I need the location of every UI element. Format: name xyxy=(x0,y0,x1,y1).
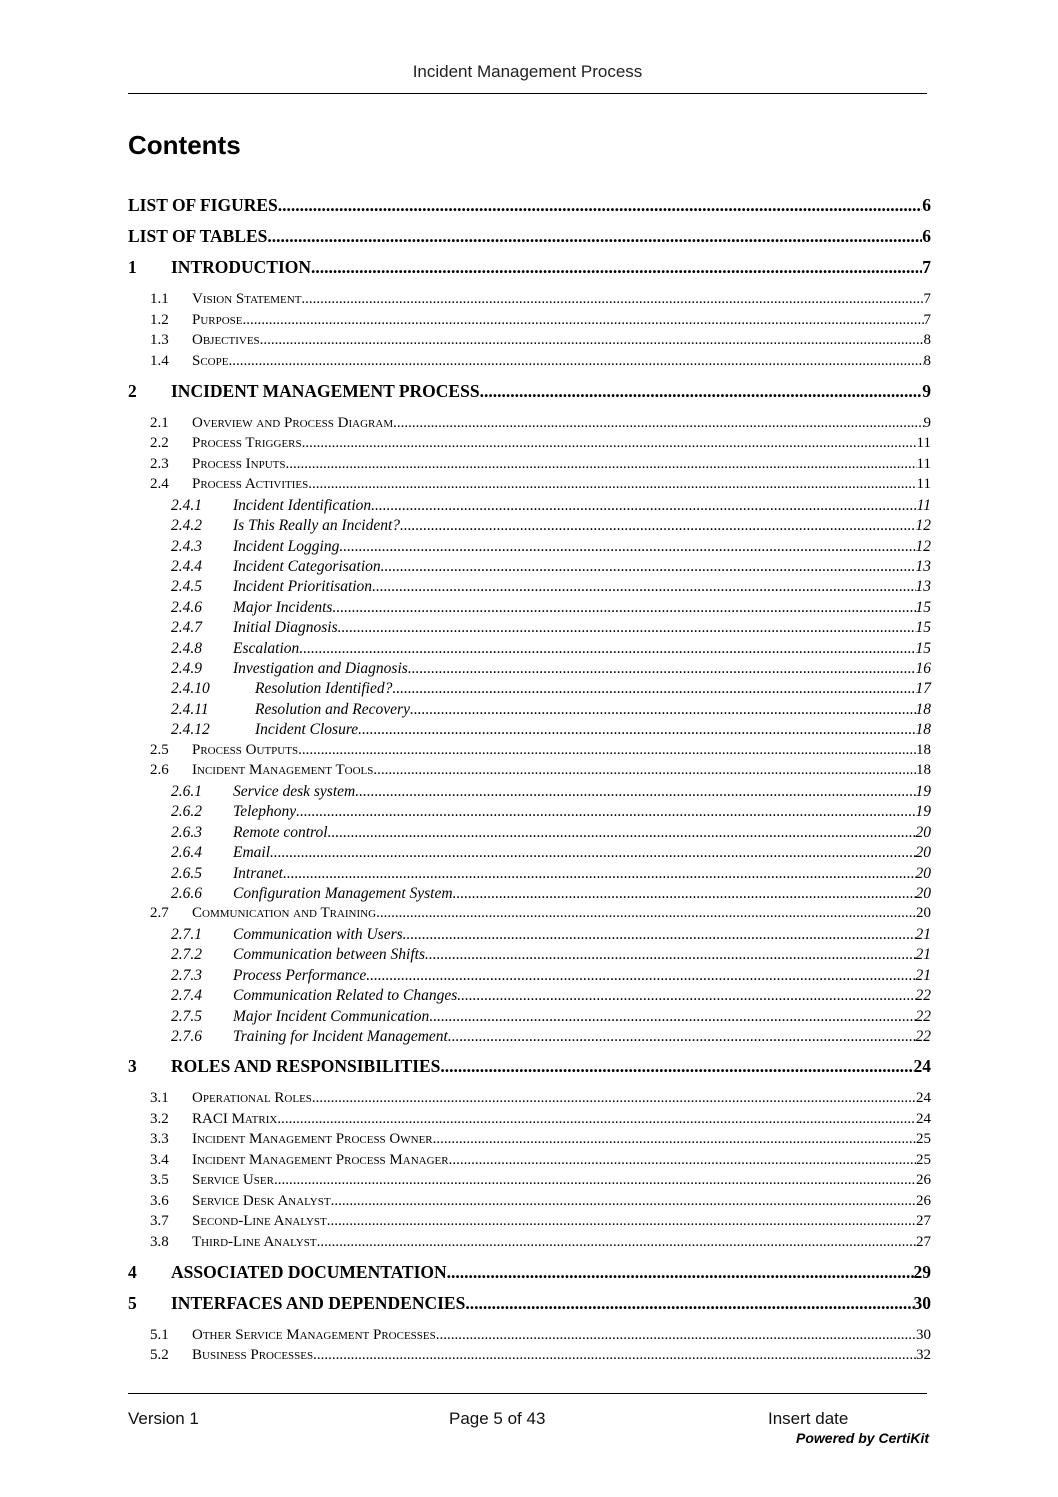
toc-dot-leader xyxy=(260,332,924,349)
toc-entry-title: Communication and Training xyxy=(192,905,377,921)
toc-entry-number: 3.1 xyxy=(150,1090,169,1106)
footer-version: Version 1 xyxy=(128,1409,199,1428)
toc-entry-page: 25 xyxy=(916,1152,931,1168)
toc-entry-5-2[interactable] xyxy=(128,1347,931,1364)
toc-entry-3[interactable] xyxy=(128,1056,931,1077)
toc-entry-title: Resolution Identified? xyxy=(255,680,393,697)
toc-entry-title: Scope xyxy=(192,353,229,369)
toc-entry-page: 15 xyxy=(915,619,931,636)
toc-entry-2-2[interactable] xyxy=(128,435,931,452)
toc-entry-page: 9 xyxy=(922,381,931,401)
toc-entry-page: 11 xyxy=(916,497,931,514)
toc-dot-leader xyxy=(317,1234,916,1251)
toc-entry-title: Operational Roles xyxy=(192,1090,312,1106)
toc-entry-number: 4 xyxy=(128,1262,137,1282)
toc-entry-page: 17 xyxy=(915,680,931,697)
toc-entry-2-1[interactable] xyxy=(128,415,931,432)
toc-entry-number: 3.4 xyxy=(150,1152,169,1168)
toc-dot-leader xyxy=(270,844,915,862)
toc-entry-page: 8 xyxy=(923,332,931,348)
toc-entry-number: 3.5 xyxy=(150,1172,169,1188)
toc-dot-leader xyxy=(366,967,915,985)
toc-entry-number: 2.6 xyxy=(150,762,169,778)
toc-entry-page: 27 xyxy=(916,1213,931,1229)
toc-entry-number: 3.7 xyxy=(150,1213,169,1229)
powered-by-label: Powered by CertiKit xyxy=(796,1430,930,1446)
toc-entry-title: Process Performance xyxy=(233,967,367,984)
toc-entry-number: 2.7.3 xyxy=(171,967,202,984)
toc-entry-title: Escalation xyxy=(233,640,300,657)
toc-entry-number: 1.4 xyxy=(150,353,169,369)
toc-entry-number: 2.2 xyxy=(150,435,169,451)
toc-entry-title: INCIDENT MANAGEMENT PROCESS xyxy=(171,381,480,401)
toc-entry-title: Second-Line Analyst xyxy=(192,1213,327,1229)
toc-entry-number: 2.4.9 xyxy=(171,660,202,677)
toc-entry-number: 2.4.5 xyxy=(171,578,202,595)
toc-entry-title: Incident Categorisation xyxy=(233,558,381,575)
toc-entry-number: 2.6.3 xyxy=(171,824,202,841)
toc-entry-number: 2.4.8 xyxy=(171,640,202,657)
toc-dot-leader xyxy=(243,312,924,329)
toc-entry-page: 24 xyxy=(916,1090,931,1106)
toc-entry-page: 7 xyxy=(923,312,931,328)
toc-entry-page: 11 xyxy=(916,435,931,451)
toc-entry-3-8[interactable] xyxy=(128,1234,931,1251)
toc-dot-leader xyxy=(373,762,916,779)
toc-dot-leader xyxy=(355,783,915,801)
toc-entry-page: 20 xyxy=(915,824,931,841)
footer-divider xyxy=(128,1393,927,1394)
toc-entry-page: 21 xyxy=(915,967,931,984)
toc-entry-number: 2.6.4 xyxy=(171,844,202,861)
toc-entry-title: INTERFACES AND DEPENDENCIES xyxy=(171,1293,466,1313)
toc-entry-title: Service Desk Analyst xyxy=(192,1193,331,1209)
toc-entry-number: 2.7.1 xyxy=(171,926,202,943)
toc-dot-leader xyxy=(277,1111,916,1128)
toc-entry-number: 2.5 xyxy=(150,742,169,758)
toc-entry-page: 22 xyxy=(915,1008,931,1025)
toc-entry-title: Configuration Management System xyxy=(233,885,453,902)
toc-entry-2-4-3[interactable] xyxy=(128,538,931,556)
toc-entry-2-4[interactable] xyxy=(128,476,931,493)
toc-entry-page: 26 xyxy=(916,1172,931,1188)
toc-entry-page: 8 xyxy=(923,353,931,369)
toc-entry-5[interactable] xyxy=(128,1293,931,1314)
toc-entry-page: 30 xyxy=(916,1327,931,1343)
toc-entry-number: 2.7.5 xyxy=(171,1008,202,1025)
toc-entry-number: 2.4.7 xyxy=(171,619,202,636)
toc-dot-leader xyxy=(331,1193,916,1210)
toc-entry-page: 7 xyxy=(923,291,931,307)
toc-dot-leader xyxy=(465,1293,913,1314)
toc-entry-title: Incident Closure xyxy=(255,721,359,738)
toc-entry-3-1[interactable] xyxy=(128,1090,931,1107)
toc-entry-number: 2.4.10 xyxy=(171,680,210,697)
toc-dot-leader xyxy=(228,353,923,370)
toc-entry-4[interactable] xyxy=(128,1262,931,1283)
toc-entry-number: 3.3 xyxy=(150,1131,169,1147)
toc-entry-2-7-2[interactable] xyxy=(128,946,931,964)
toc-dot-leader xyxy=(338,619,916,637)
toc-entry-2-6-2[interactable] xyxy=(128,803,931,821)
toc-entry-2-7-6[interactable] xyxy=(128,1028,931,1046)
toc-entry-title: Remote control xyxy=(233,824,328,841)
toc-dot-leader xyxy=(400,517,915,535)
toc-entry-title: Incident Management Tools xyxy=(192,762,374,778)
toc-entry-2-5[interactable] xyxy=(128,742,931,759)
toc-entry-2-6-3[interactable] xyxy=(128,824,931,842)
toc-entry-page: 11 xyxy=(916,456,931,472)
toc-entry-page: 9 xyxy=(923,415,931,431)
toc-entry-number: 2.4.2 xyxy=(171,517,202,534)
toc-entry-number: 2.1 xyxy=(150,415,169,431)
toc-entry-2-4-8[interactable] xyxy=(128,640,931,658)
toc-dot-leader xyxy=(311,257,922,278)
toc-dot-leader xyxy=(358,721,915,739)
toc-entry-page: 20 xyxy=(915,865,931,882)
toc-entry-2-6-5[interactable] xyxy=(128,865,931,883)
toc-entry-3-2[interactable] xyxy=(128,1111,931,1128)
toc-entry-title: INTRODUCTION xyxy=(171,257,312,277)
toc-entry-title: Purpose xyxy=(192,312,243,328)
toc-entry-page: 13 xyxy=(915,578,931,595)
toc-entry-number: 2 xyxy=(128,381,137,401)
toc-entry-title: Communication between Shifts xyxy=(233,946,426,963)
toc-entry-page: 11 xyxy=(916,476,931,492)
toc-entry-2-7-4[interactable] xyxy=(128,987,931,1005)
toc-entry-page: 18 xyxy=(915,721,931,738)
toc-dot-leader xyxy=(312,1090,916,1107)
toc-entry-title: Process Inputs xyxy=(192,456,286,472)
toc-entry-number: 3 xyxy=(128,1056,137,1076)
toc-entry-number: 3.2 xyxy=(150,1111,169,1127)
toc-dot-leader xyxy=(308,476,916,493)
toc-entry-2-6-4[interactable] xyxy=(128,844,931,862)
toc-entry-2-7-1[interactable] xyxy=(128,926,931,944)
toc-dot-leader xyxy=(371,497,916,515)
toc-entry-2-6[interactable] xyxy=(128,762,931,779)
toc-entry-title: Overview and Process Diagram xyxy=(192,415,394,431)
toc-entry-title: Process Activities xyxy=(192,476,309,492)
toc-dot-leader xyxy=(327,1213,916,1230)
toc-entry-page: 19 xyxy=(915,803,931,820)
toc-entry-title: Training for Incident Management xyxy=(233,1028,448,1045)
toc-entry-number: 3.6 xyxy=(150,1193,169,1209)
toc-entry-number: 1.3 xyxy=(150,332,169,348)
toc-entry-3-4[interactable] xyxy=(128,1152,931,1169)
toc-entry-number: 5.2 xyxy=(150,1347,169,1363)
toc-entry-page: 24 xyxy=(916,1111,931,1127)
toc-entry-number: 2.4 xyxy=(150,476,169,492)
toc-entry-2-7-5[interactable] xyxy=(128,1008,931,1026)
toc-entry-page: 16 xyxy=(915,660,931,677)
toc-entry-number: 2.7 xyxy=(150,905,169,921)
toc-entry-number: 1.1 xyxy=(150,291,169,307)
toc-entry-number: 2.6.6 xyxy=(171,885,202,902)
toc-dot-leader xyxy=(457,987,915,1005)
toc-dot-leader xyxy=(372,578,915,596)
toc-entry-number: 2.3 xyxy=(150,456,169,472)
toc-entry-number: 2.4.12 xyxy=(171,721,210,738)
toc-dot-leader xyxy=(440,1056,913,1077)
toc-entry-page: 12 xyxy=(915,538,931,555)
toc-entry-page: 20 xyxy=(915,885,931,902)
toc-entry-page: 22 xyxy=(915,1028,931,1045)
toc-entry-title: Service User xyxy=(192,1172,274,1188)
toc-entry-title: Third-Line Analyst xyxy=(192,1234,317,1250)
toc-entry-page: 18 xyxy=(916,742,931,758)
toc-entry-page: 12 xyxy=(915,517,931,534)
toc-entry-3-6[interactable] xyxy=(128,1193,931,1210)
toc-dot-leader xyxy=(453,885,916,903)
toc-entry-number: 3.8 xyxy=(150,1234,169,1250)
toc-entry-5-1[interactable] xyxy=(128,1327,931,1344)
toc-entry-page: 6 xyxy=(922,195,931,215)
toc-dot-leader xyxy=(328,824,916,842)
toc-entry-1-2[interactable] xyxy=(128,312,931,329)
toc-entry-title: Process Triggers xyxy=(192,435,302,451)
toc-dot-leader xyxy=(332,599,915,617)
toc-entry-page: 19 xyxy=(915,783,931,800)
toc-entry-number: 1 xyxy=(128,257,137,277)
toc-dot-leader xyxy=(301,291,923,308)
toc-entry-page: 18 xyxy=(916,762,931,778)
toc-entry-page: 22 xyxy=(915,987,931,1004)
toc-dot-leader xyxy=(433,1131,916,1148)
toc-entry-title: Incident Management Process Owner xyxy=(192,1131,433,1147)
toc-entry-number: 5 xyxy=(128,1293,137,1313)
toc-entry-2-4-6[interactable] xyxy=(128,599,931,617)
toc-entry-number: 2.4.3 xyxy=(171,538,202,555)
toc-entry-2-6-1[interactable] xyxy=(128,783,931,801)
toc-entry-title: Service desk system xyxy=(233,783,356,800)
toc-entry-title: LIST OF FIGURES xyxy=(128,195,278,215)
toc-entry-2-4-4[interactable] xyxy=(128,558,931,576)
toc-dot-leader xyxy=(376,905,916,922)
page-title: Contents xyxy=(128,130,241,160)
toc-entry-2-4-11[interactable] xyxy=(128,701,931,719)
toc-entry-2-4-12[interactable] xyxy=(128,721,931,739)
toc-dot-leader xyxy=(381,558,916,576)
toc-entry-page: 15 xyxy=(915,599,931,616)
toc-dot-leader xyxy=(448,1028,916,1046)
toc-entry-title: Process Outputs xyxy=(192,742,299,758)
toc-entry-title: Business Processes xyxy=(192,1347,314,1363)
toc-entry-page: 18 xyxy=(915,701,931,718)
toc-entry-page: 20 xyxy=(915,844,931,861)
toc-dot-leader xyxy=(392,680,915,698)
toc-dot-leader xyxy=(449,1152,916,1169)
toc-entry-3-7[interactable] xyxy=(128,1213,931,1230)
toc-entry-number: 2.6.5 xyxy=(171,865,202,882)
footer-date: Insert date xyxy=(768,1409,849,1428)
toc-entry-1[interactable] xyxy=(128,257,931,278)
toc-entry-page: 30 xyxy=(913,1293,931,1313)
toc-entry-page: 15 xyxy=(915,640,931,657)
toc-dot-leader xyxy=(286,456,917,473)
toc-entry-2-6-6[interactable] xyxy=(128,885,931,903)
toc-entry-title: Other Service Management Processes xyxy=(192,1327,436,1343)
toc-entry-2-4-1[interactable] xyxy=(128,497,931,515)
toc-entry-list-of-figures[interactable] xyxy=(128,195,931,216)
toc-dot-leader xyxy=(278,195,922,216)
footer-page-number: Page 5 of 43 xyxy=(449,1409,546,1428)
toc-entry-title: Telephony xyxy=(233,803,297,820)
toc-entry-page: 24 xyxy=(913,1056,931,1076)
toc-entry-page: 6 xyxy=(922,226,931,246)
toc-entry-number: 2.6.1 xyxy=(171,783,202,800)
toc-entry-title: Intranet xyxy=(233,865,283,882)
toc-entry-page: 21 xyxy=(915,946,931,963)
toc-entry-title: Vision Statement xyxy=(192,291,302,307)
toc-entry-list-of-tables[interactable] xyxy=(128,226,931,247)
toc-entry-number: 2.7.2 xyxy=(171,946,202,963)
toc-entry-number: 1.2 xyxy=(150,312,169,328)
toc-dot-leader xyxy=(436,1327,916,1344)
toc-dot-leader xyxy=(425,946,915,964)
toc-dot-leader xyxy=(410,701,916,719)
toc-entry-page: 26 xyxy=(916,1193,931,1209)
toc-entry-title: RACI Matrix xyxy=(192,1111,278,1127)
toc-dot-leader xyxy=(299,640,915,658)
toc-entry-2-4-5[interactable] xyxy=(128,578,931,596)
toc-entry-title: Major Incidents xyxy=(233,599,333,616)
toc-dot-leader xyxy=(302,435,917,452)
toc-entry-2-4-2[interactable] xyxy=(128,517,931,535)
toc-entry-number: 5.1 xyxy=(150,1327,169,1343)
toc-entry-title: Incident Prioritisation xyxy=(233,578,373,595)
toc-entry-2-4-9[interactable] xyxy=(128,660,931,678)
toc-entry-2-7[interactable] xyxy=(128,905,931,922)
toc-entry-2-3[interactable] xyxy=(128,456,931,473)
toc-entry-page: 21 xyxy=(915,926,931,943)
toc-entry-title: Communication with Users xyxy=(233,926,403,943)
toc-entry-3-5[interactable] xyxy=(128,1172,931,1189)
toc-entry-page: 13 xyxy=(915,558,931,575)
toc-entry-title: Incident Logging xyxy=(233,538,340,555)
toc-entry-number: 2.6.2 xyxy=(171,803,202,820)
toc-entry-page: 29 xyxy=(913,1262,931,1282)
toc-dot-leader xyxy=(393,415,923,432)
toc-entry-number: 2.4.4 xyxy=(171,558,202,575)
toc-dot-leader xyxy=(296,803,915,821)
toc-dot-leader xyxy=(313,1347,916,1364)
toc-entry-page: 20 xyxy=(916,905,931,921)
toc-entry-title: LIST OF TABLES xyxy=(128,226,268,246)
toc-entry-page: 27 xyxy=(916,1234,931,1250)
toc-entry-title: Objectives xyxy=(192,332,260,348)
toc-entry-title: Communication Related to Changes xyxy=(233,987,458,1004)
toc-entry-page: 32 xyxy=(916,1347,931,1363)
toc-entry-title: Investigation and Diagnosis xyxy=(233,660,408,677)
toc-dot-leader xyxy=(274,1172,916,1189)
toc-entry-title: ROLES AND RESPONSIBILITIES xyxy=(171,1056,441,1076)
toc-entry-title: Incident Identification xyxy=(233,497,372,514)
toc-entry-2-4-10[interactable] xyxy=(128,680,931,698)
toc-entry-2-4-7[interactable] xyxy=(128,619,931,637)
toc-dot-leader xyxy=(298,742,916,759)
toc-entry-3-3[interactable] xyxy=(128,1131,931,1148)
toc-dot-leader xyxy=(267,226,922,247)
toc-entry-title: Incident Management Process Manager xyxy=(192,1152,449,1168)
toc-dot-leader xyxy=(447,1262,914,1283)
toc-dot-leader xyxy=(480,381,923,402)
toc-entry-title: Major Incident Communication xyxy=(233,1008,430,1025)
toc-dot-leader xyxy=(283,865,916,883)
toc-entry-2[interactable] xyxy=(128,381,931,402)
toc-dot-leader xyxy=(403,926,916,944)
toc-entry-title: Is This Really an Incident? xyxy=(233,517,401,534)
toc-entry-number: 2.4.6 xyxy=(171,599,202,616)
toc-entry-1-1[interactable] xyxy=(128,291,931,308)
toc-entry-number: 2.4.1 xyxy=(171,497,202,514)
toc-entry-title: Initial Diagnosis xyxy=(233,619,338,636)
toc-entry-2-7-3[interactable] xyxy=(128,967,931,985)
toc-entry-page: 25 xyxy=(916,1131,931,1147)
toc-entry-title: Resolution and Recovery xyxy=(255,701,410,718)
toc-dot-leader xyxy=(339,538,915,556)
toc-entry-1-4[interactable] xyxy=(128,353,931,370)
toc-entry-1-3[interactable] xyxy=(128,332,931,349)
toc-dot-leader xyxy=(429,1008,915,1026)
page-header-title: Incident Management Process xyxy=(412,62,643,81)
toc-dot-leader xyxy=(408,660,916,678)
toc-entry-title: ASSOCIATED DOCUMENTATION xyxy=(171,1262,447,1282)
header-divider xyxy=(128,93,927,94)
toc-entry-number: 2.7.6 xyxy=(171,1028,202,1045)
toc-entry-page: 7 xyxy=(922,257,931,277)
toc-entry-title: Email xyxy=(233,844,271,861)
toc-entry-number: 2.7.4 xyxy=(171,987,202,1004)
toc-entry-number: 2.4.11 xyxy=(171,701,209,718)
